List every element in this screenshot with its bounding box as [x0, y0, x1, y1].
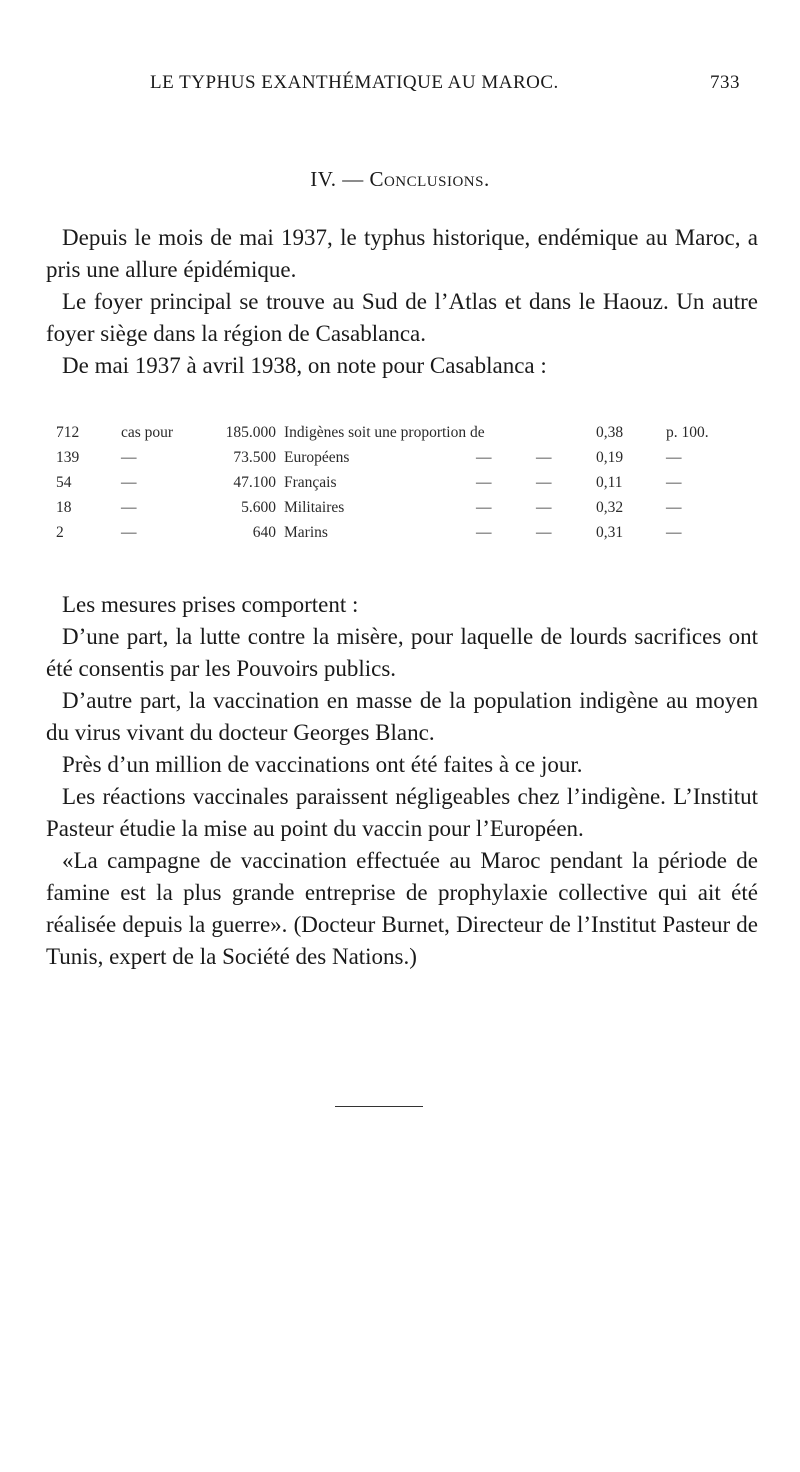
statistics-table	[56, 420, 756, 545]
page-number: 733	[710, 72, 740, 93]
separator: —	[666, 499, 682, 516]
table-row	[56, 445, 756, 470]
table-row	[56, 420, 756, 445]
section-end-rule	[335, 1106, 423, 1107]
separator: —	[666, 449, 682, 466]
proportion: 0,38	[596, 424, 624, 441]
case-count: 2	[56, 524, 64, 541]
population: 5.600	[241, 499, 276, 516]
paragraph: Les réactions vaccinales paraissent négligeables chez l’indigène. L’Institut Pasteur étudie la mise au point du vaccin pour l’Européen.	[46, 784, 758, 841]
case-count: 54	[56, 474, 72, 491]
paragraph: Depuis le mois de mai 1937, le typhus historique, endémique au Maroc, a pris une allure épidémique.	[46, 225, 758, 282]
separator: —	[536, 499, 552, 516]
separator: —	[666, 474, 682, 491]
paragraph: Près d’un million de vaccinations ont été faites à ce jour.	[62, 752, 583, 777]
separator: —	[121, 524, 137, 541]
closing-text	[46, 589, 758, 973]
population-group: Européens	[284, 449, 350, 466]
separator: —	[536, 449, 552, 466]
separator: —	[121, 474, 137, 491]
separator: cas pour	[121, 424, 174, 441]
population-group: Militaires	[284, 499, 345, 516]
separator: —	[476, 524, 492, 541]
proportion: 0,11	[596, 474, 623, 491]
intro-text	[46, 222, 758, 382]
separator: —	[536, 524, 552, 541]
unit: p. 100.	[666, 424, 709, 441]
population: 185.000	[225, 424, 276, 441]
separator: —	[536, 474, 552, 491]
separator: —	[121, 449, 137, 466]
case-count: 18	[56, 499, 72, 516]
paragraph: Les mesures prises comportent :	[62, 592, 359, 617]
separator: —	[121, 499, 137, 516]
table-row	[56, 470, 756, 495]
population: 640	[252, 524, 276, 541]
section-title	[0, 167, 800, 192]
proportion: 0,32	[596, 499, 624, 516]
running-head-title: LE TYPHUS EXANTHÉMATIQUE AU MAROC.	[150, 72, 559, 93]
population-group: Indigènes soit une proportion de	[284, 424, 485, 441]
population: 73.500	[233, 449, 276, 466]
separator: —	[476, 449, 492, 466]
paragraph: Le foyer principal se trouve au Sud de l’Atlas et dans le Haouz. Un autre foyer siège dans la région de Casablanca.	[46, 289, 758, 346]
population-group: Français	[284, 474, 337, 491]
population: 47.100	[233, 474, 276, 491]
section-title-text: IV. — Conclusions.	[310, 167, 490, 191]
case-count: 139	[56, 449, 80, 466]
proportion: 0,31	[596, 524, 624, 541]
paragraph: D’une part, la lutte contre la misère, pour laquelle de lourds sacrifices ont été consentis par les Pouvoirs publics.	[46, 624, 758, 681]
table-row	[56, 495, 756, 520]
paragraph: «La campagne de vaccination effectuée au Maroc pendant la période de famine est la plus grande entreprise de prophylaxie collective qui ait été réalisée depuis la guerre». (Docteur Burnet, Directeur de l’Institut Pasteur de Tunis, expert de la Société des Nations.)	[46, 848, 758, 969]
paragraph: D’autre part, la vaccination en masse de la population indigène au moyen du virus vivant du docteur Georges Blanc.	[46, 688, 758, 745]
proportion: 0,19	[596, 449, 624, 466]
population-group: Marins	[284, 524, 328, 541]
separator: —	[666, 524, 682, 541]
separator: —	[476, 474, 492, 491]
paragraph: De mai 1937 à avril 1938, on note pour Casablanca :	[62, 353, 547, 378]
table-row	[56, 520, 756, 545]
separator: —	[476, 499, 492, 516]
case-count: 712	[56, 424, 80, 441]
